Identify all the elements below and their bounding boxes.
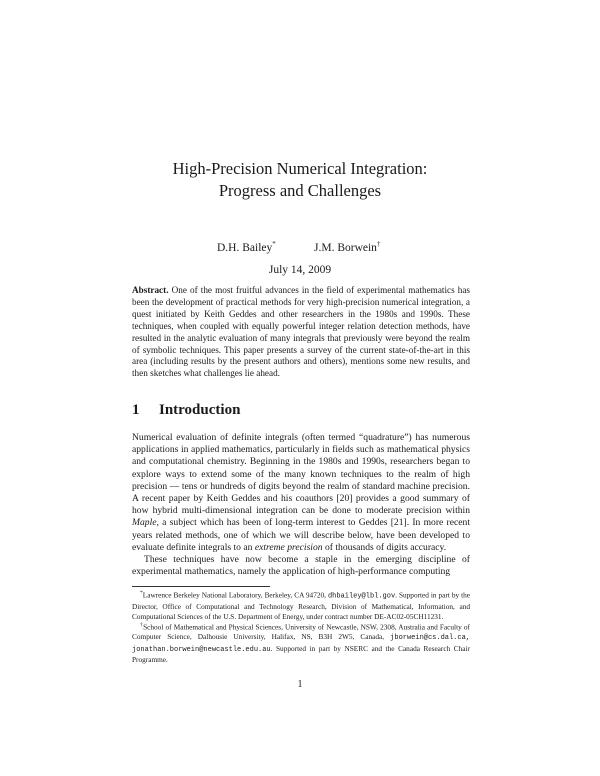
footnotes <box>132 589 470 665</box>
introduction-body <box>132 432 470 578</box>
footnote-mark: * <box>140 590 143 596</box>
paper-date: July 14, 2009 <box>268 264 332 276</box>
footnote-text: . Supported in part by NSERC and the Canada Research Chair Programme. <box>132 643 470 665</box>
author-borwein <box>314 240 380 254</box>
title-line-2: Progress and Challenges <box>218 181 382 200</box>
title-line-1: High-Precision Numerical Integration: <box>172 159 428 178</box>
author-footnote-mark: † <box>376 240 381 248</box>
paragraph-text: Numerical evaluation of definite integrals (often termed “quadrature”) has numerous applications in applied mathematics, particularly in fields such as mathematical physics and computational chemistry. Beginning in the 1980s and 1990s, researchers began to explore ways to extend some of the many known techniques to the realm of high precision — tens or hundreds of digits beyond the realm of standard machine precision. A recent paper by Keith Geddes and his coauthors [20] provides a good summary of how hybrid multi-dimensional integration can be done to moderate precision within <box>132 432 470 517</box>
email-link[interactable]: jborwein@cs.dal.ca, jonathan.borwein@newcastle.edu.au <box>132 634 470 654</box>
author-name: J.M. Borwein <box>314 241 377 254</box>
emphasis-extreme-precision: extreme precision <box>254 541 323 553</box>
footnote <box>132 621 470 665</box>
abstract-text: One of the most fruitful advances in the field of experimental mathematics has been the development of practical methods for very high-precision numerical integration, a quest initiated by Keith Geddes and other researchers in the 1980s and 1990s. These techniques, when coupled with equally powerful integer relation detection methods, have resulted in the analytic evaluation of many integrals that previously were beyond the realm of symbolic techniques. This paper presents a survey of the current state-of-the-art in this area (including results by the present authors and others), mentions some new results, and then sketches what challenges lie ahead. <box>132 285 471 379</box>
author-footnote-mark: * <box>272 240 276 248</box>
footnote-text: Lawrence Berkeley National Laboratory, Berkeley, CA 94720, <box>142 590 328 600</box>
paragraph <box>132 432 470 554</box>
paragraph-text: of thousands of digits accuracy. <box>322 541 447 553</box>
abstract <box>132 285 470 380</box>
footnote <box>132 589 470 621</box>
section-heading <box>132 402 240 419</box>
page-number: 1 <box>297 679 303 690</box>
paragraph-text: , a subject which has been of long-term interest to Geddes [21]. In more recent years related methods, one of which we will describe below, have been developed to evaluate definite integrals to an <box>132 517 470 553</box>
emphasis-maple: Maple <box>132 517 157 529</box>
author-name: D.H. Bailey <box>217 241 273 254</box>
footnote-rule <box>132 586 270 587</box>
section-number: 1 <box>132 402 140 418</box>
email-link[interactable]: dhbailey@lbl.gov <box>327 592 396 601</box>
paragraph <box>132 554 470 578</box>
paragraph-text: These techniques have now become a staple in the emerging discipline of experimental mathematics, namely the application of high-performance computing <box>132 554 470 578</box>
section-title: Introduction <box>159 402 241 418</box>
footnote-mark: † <box>140 622 144 629</box>
footnote-text: School of Mathematical and Physical Sciences, University of Newcastle, NSW, 2308, Australia and Faculty of Computer Science, Dalhousie University, Halifax, NS, B3H 2W5, Canada, <box>132 622 470 642</box>
author-bailey <box>217 240 276 254</box>
paper-title <box>0 158 600 202</box>
footnote-text: . Supported in part by the Director, Office of Computational and Technology Research, Division of Mathematical, Information, and Computational Sciences of the U.S. Department of Energy, under contract number DE-AC02-05CH11231. <box>132 590 470 621</box>
abstract-label: Abstract. <box>132 285 169 295</box>
